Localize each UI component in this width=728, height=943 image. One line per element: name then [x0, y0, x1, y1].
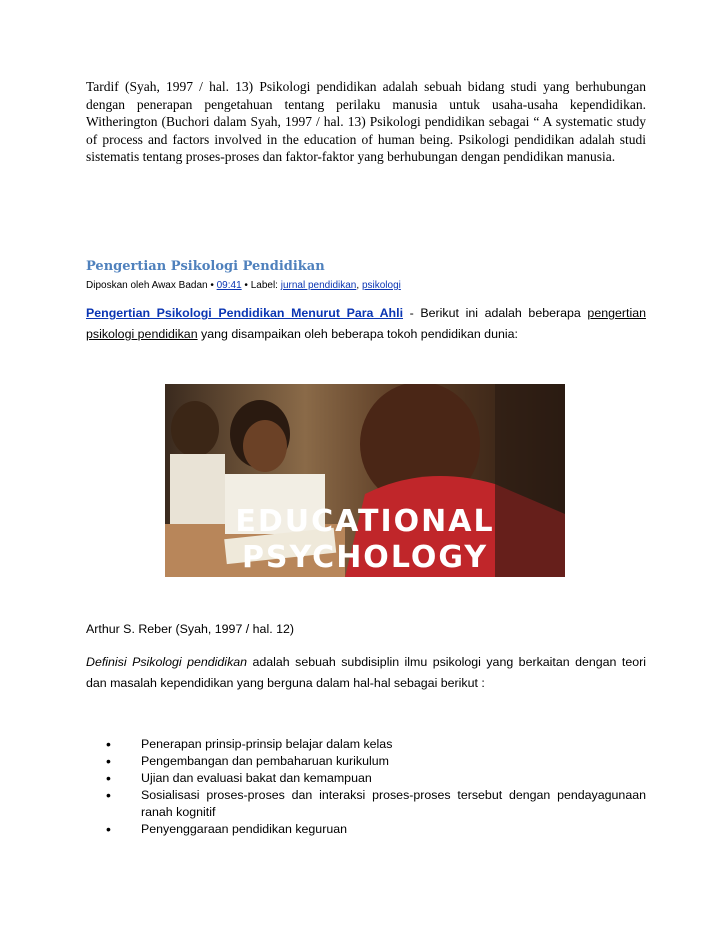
list-item [86, 787, 646, 821]
reber-citation: Arthur S. Reber (Syah, 1997 / hal. 12) [86, 622, 294, 636]
list-item [86, 753, 646, 770]
caption-line-1: EDUCATIONAL [235, 504, 495, 539]
definition-paragraph [86, 652, 646, 694]
list-item-text: Pengembangan dan pembaharuan kurikulum [141, 754, 389, 768]
list-item-text: Sosialisasi proses-proses dan interaksi proses-proses tersebut dengan pendayagunaan ranah kognitif [141, 788, 646, 819]
post-byline [86, 280, 401, 291]
photo-caption [165, 504, 565, 576]
intro-text-1: - Berikut ini adalah beberapa [403, 306, 588, 320]
post-title: Pengertian Psikologi Pendidikan [86, 259, 325, 274]
list-item [86, 770, 646, 787]
post-time-link[interactable]: 09:41 [216, 280, 242, 291]
label-prefix: • Label: [241, 280, 281, 291]
definition-term: Definisi Psikologi pendidikan [86, 655, 248, 669]
intro-paragraph [86, 303, 646, 345]
label-link-psikologi[interactable]: psikologi [361, 280, 401, 291]
list-item [86, 821, 646, 838]
bullet-list [86, 736, 646, 838]
intro-underlined-term: pengertian psikologi pendidikan [86, 306, 646, 341]
list-item-text: Ujian dan evaluasi bakat dan kemampuan [141, 771, 372, 785]
list-item-text: Penerapan prinsip-prinsip belajar dalam kelas [141, 737, 393, 751]
top-paragraph: Tardif (Syah, 1997 / hal. 13) Psikologi pendidikan adalah sebuah bidang studi yang berhubungan dengan penerapan pengetahuan tentang perilaku manusia untuk usaha-usaha kependidikan. Witherington (Buchori dalam Syah, 1997 / hal. 13) Psikologi pendidikan sebagai “ A systematic study of process and factors involved in the education of human being. Psikologi pendidikan adalah studi sistematis tentang proses-proses dan faktor-faktor yang berhubungan dengan pendidikan manusia. [86, 79, 646, 165]
intro-text-2: yang disampaikan oleh beberapa tokoh pendidikan dunia: [197, 327, 518, 341]
list-item-text: Penyenggaraan pendidikan keguruan [141, 822, 347, 836]
label-link-jurnal-pendidikan[interactable]: jurnal pendidikan [280, 280, 357, 291]
educational-psychology-photo [165, 384, 565, 577]
byline-author: Diposkan oleh Awax Badan • [86, 280, 217, 291]
label-separator: , [356, 280, 362, 291]
definition-text: adalah sebuah subdisiplin ilmu psikologi yang berkaitan dengan teori dan masalah kependidikan yang berguna dalam hal-hal sebagai berikut : [86, 655, 646, 690]
intro-title-link[interactable]: Pengertian Psikologi Pendidikan Menurut Para Ahli [86, 306, 404, 320]
caption-line-2: PSYCHOLOGY [241, 540, 489, 575]
list-item [86, 736, 646, 753]
